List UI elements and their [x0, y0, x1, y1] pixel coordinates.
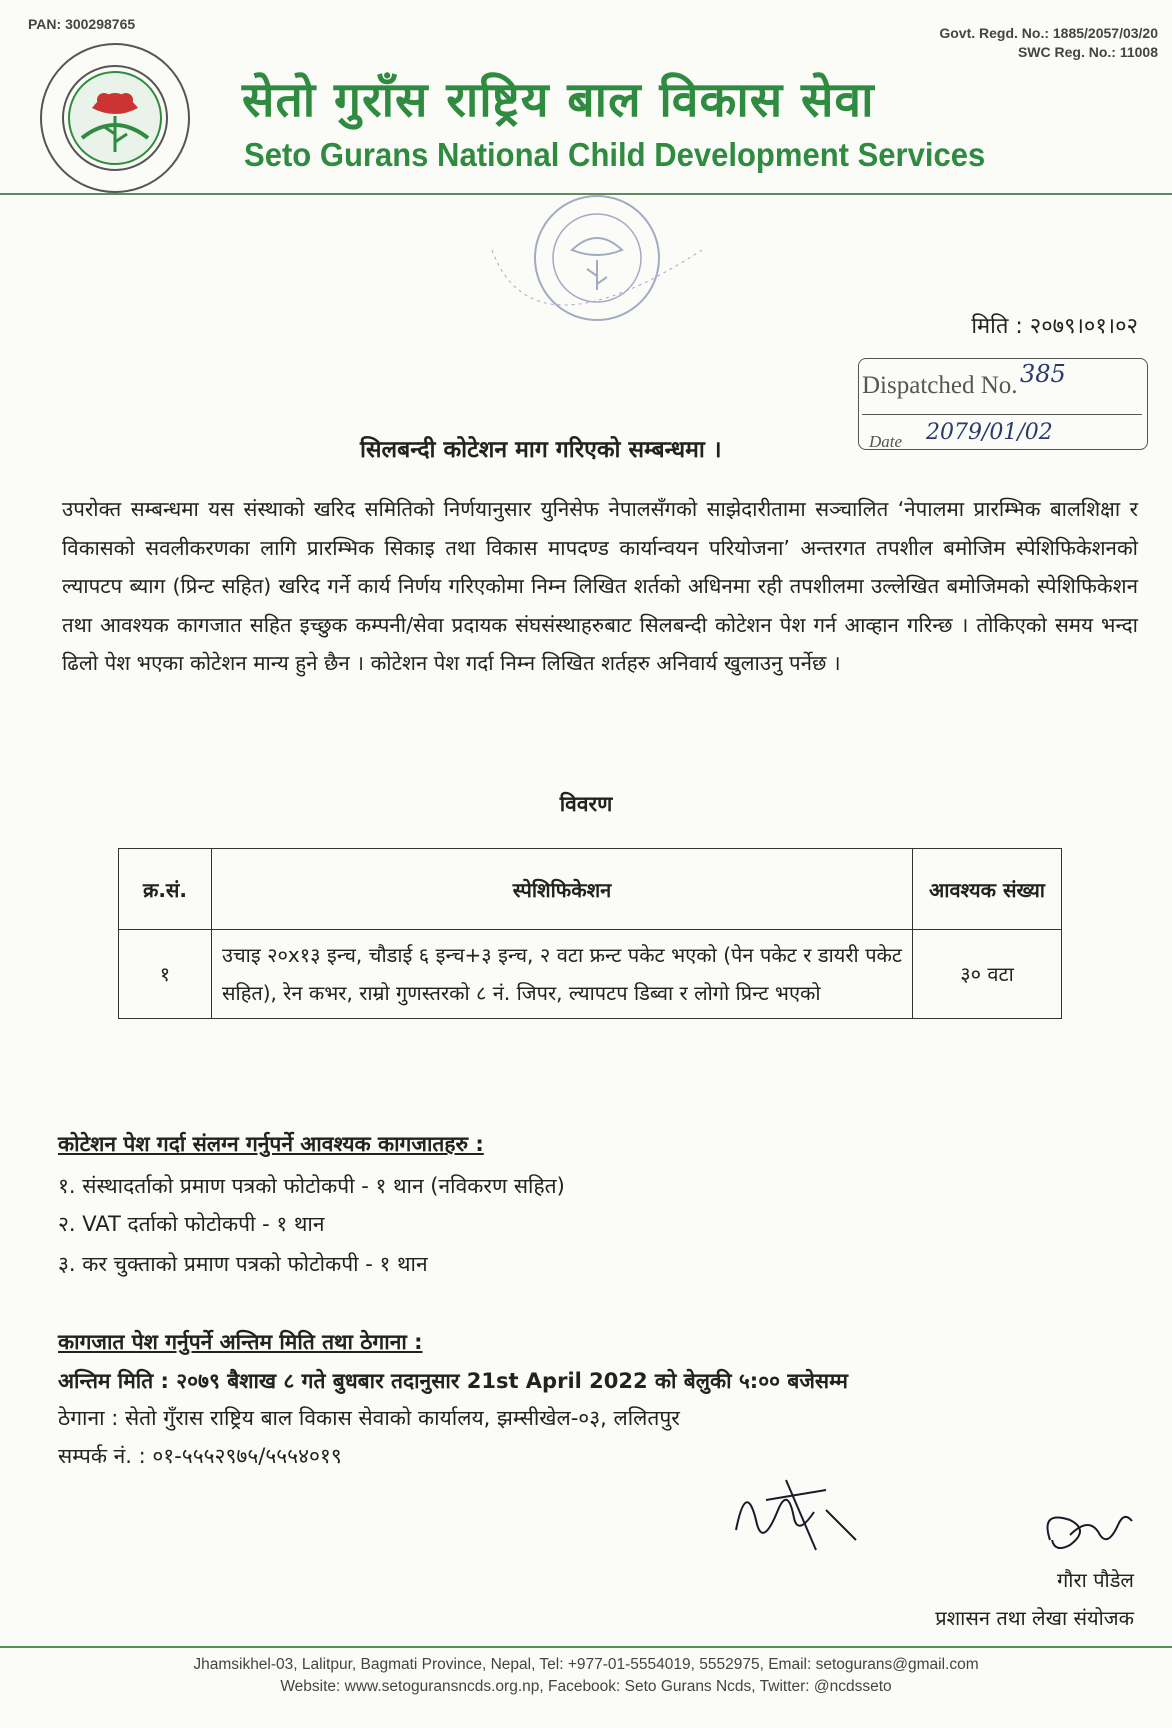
- footer-web: Website: www.setoguransncds.org.np, Facebook: Seto Gurans Ncds, Twitter: @ncdsseto: [280, 1678, 892, 1695]
- dispatch-number-value: 385: [1020, 360, 1066, 388]
- row-specification: उचाइ २०x१३ इन्च, चौडाई ६ इन्च+३ इन्च, २ वटा फ्रन्ट पकेट भएको (पेन पकेट र डायरी पकेट सहित), रेन कभर, राम्रो गुणस्तरको ८ नं. जिपर, ल्यापटप डिब्वा र लोगो प्रिन्ट भएको: [212, 930, 913, 1019]
- list-item: ३. कर चुक्ताको प्रमाण पत्रको फोटोकपी - १ थान: [58, 1252, 428, 1276]
- contact-text: सम्पर्क नं. : ०१-५५५२९७५/५५५४०१९: [58, 1444, 342, 1468]
- organization-stamp: [462, 190, 732, 360]
- letter-date: मिति : २०७९।०१।०२: [971, 314, 1138, 339]
- organization-name-english: Seto Gurans National Child Development Services: [244, 136, 986, 173]
- letter-subject: सिलबन्दी कोटेशन माग गरिएको सम्बन्धमा ।: [360, 437, 722, 463]
- pan-number: PAN: 300298765: [28, 16, 136, 32]
- submission-heading: कागजात पेश गर्नुपर्ने अन्तिम मिति तथा ठेगाना :: [58, 1330, 423, 1354]
- swc-reg-number: SWC Reg. No.: 11008: [1017, 44, 1158, 60]
- handwritten-signature: [726, 1470, 866, 1562]
- footer-divider: [0, 1646, 1172, 1648]
- govt-regd-number: Govt. Regd. No.: 1885/2057/03/20: [939, 25, 1158, 41]
- list-item: १. संस्थादर्ताको प्रमाण पत्रको फोटोकपी - १ थान (नविकरण सहित): [58, 1174, 565, 1198]
- column-header-quantity: आवश्यक संख्या: [913, 849, 1062, 930]
- dispatch-date-value: 2079/01/02: [926, 420, 1053, 445]
- dispatch-divider: [862, 414, 1142, 415]
- signatory-name: गौरा पौडेल: [1057, 1568, 1134, 1592]
- organization-logo: [22, 38, 208, 198]
- dispatch-number-label: Dispatched No.: [862, 372, 1018, 399]
- dispatch-date-label: Date: [869, 432, 903, 451]
- row-sn: १: [119, 930, 212, 1019]
- registration-info: [939, 24, 1158, 62]
- address-text: ठेगाना : सेतो गुँरास राष्ट्रिय बाल विकास सेवाको कार्यालय, झम्सीखेल-०३, ललितपुर: [58, 1406, 680, 1430]
- table-row: [119, 930, 1062, 1019]
- required-documents-heading: कोटेशन पेश गर्दा संलग्न गर्नुपर्ने आवश्यक कागजातहरु :: [58, 1132, 484, 1156]
- signatory-title: प्रशासन तथा लेखा संयोजक: [935, 1606, 1134, 1630]
- deadline-text: अन्तिम मिति : २०७९ बैशाख ८ गते बुधबार तदानुसार 21st April 2022 को बेलुकी ५:०० बजेसम्म: [58, 1369, 848, 1393]
- specification-table: [118, 848, 1062, 1019]
- column-header-specification: स्पेशिफिकेशन: [212, 849, 913, 930]
- organization-name-nepali: सेतो गुराँस राष्ट्रिय बाल विकास सेवा: [242, 72, 875, 128]
- row-quantity: ३० वटा: [913, 930, 1062, 1019]
- list-item: २. VAT दर्ताको फोटोकपी - १ थान: [58, 1212, 325, 1236]
- details-heading: विवरण: [559, 792, 613, 816]
- footer-address: Jhamsikhel-03, Lalitpur, Bagmati Province, Nepal, Tel: +977-01-5554019, 5552975, Email: setogurans@gmail.com: [193, 1656, 979, 1673]
- table-header-row: [119, 849, 1062, 930]
- column-header-sn: क्र.सं.: [119, 849, 212, 930]
- letter-body: उपरोक्त सम्बन्धमा यस संस्थाको खरिद समितिको निर्णयानुसार युनिसेफ नेपालसँगको साझेदारीतामा सञ्चालित ‘नेपालमा प्रारम्भिक बालशिक्षा र विकासको सवलीकरणका लागि प्रारम्भिक सिकाइ तथा विकास मापदण्ड कार्यान्वयन परियोजना’ अन्तरगत तपशील बमोजिम स्पेशिफिकेशनको ल्यापटप ब्याग (प्रिन्ट सहित) खरिद गर्ने कार्य निर्णय गरिएकोमा निम्न लिखित शर्तको अधिनमा रही तपशीलमा उल्लेखित बमोजिमको स्पेशिफिकेशन तथा आवश्यक कागजात सहित इच्छुक कम्पनी/सेवा प्रदायक संघसंस्थाहरुबाट सिलबन्दी कोटेशन पेश गर्न आव्हान गरिन्छ । तोकिएको समय भन्दा ढिलो पेश भएका कोटेशन मान्य हुने छैन । कोटेशन पेश गर्दा निम्न लिखित शर्तहरु अनिवार्य खुलाउनु पर्नेछ ।: [62, 497, 1138, 675]
- handwritten-signature: [1030, 1500, 1140, 1560]
